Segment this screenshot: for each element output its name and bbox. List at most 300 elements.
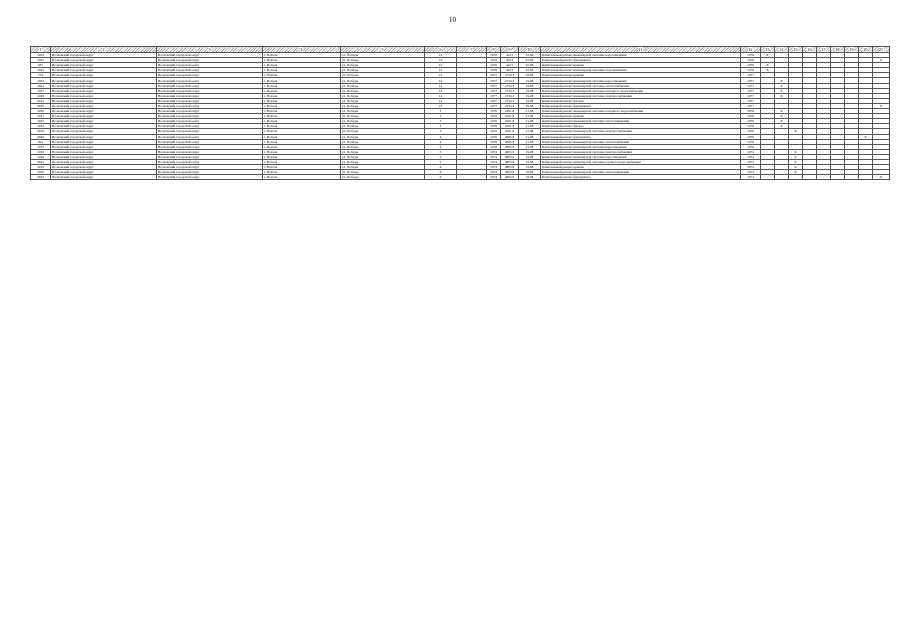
table-cell: Волховский городской округ: [51, 144, 157, 149]
table-cell: г. Волхов: [263, 93, 341, 98]
table-cell: Волховский городской округ: [157, 119, 263, 124]
table-cell: Волховский городской округ: [51, 134, 157, 139]
table-cell: 1974: [741, 154, 761, 159]
table-cell: Волховский городской округ: [51, 129, 157, 134]
table-cell: 2043: [31, 175, 51, 180]
table-cell: 1976: [741, 139, 761, 144]
table-cell: г. Волхов: [263, 159, 341, 164]
table-cell: Волховский городской округ: [157, 63, 263, 68]
table-cell: 4413: [501, 58, 519, 63]
table-cell: [803, 175, 817, 180]
table-cell: 19.08: [519, 93, 541, 98]
table-cell: Волховский городской округ: [51, 78, 157, 83]
table-cell: 6: [425, 170, 457, 175]
table-cell: 1025: [31, 58, 51, 63]
table-cell: 2734.3: [501, 103, 519, 108]
column-header-label: 6: [439, 47, 442, 52]
column-header-label: 21: [879, 47, 883, 52]
table-cell: 2013: [31, 98, 51, 103]
table-cell: Волховский городской округ: [157, 83, 263, 88]
column-header-label: 4: [300, 47, 303, 52]
table-cell: 1977: [741, 93, 761, 98]
table-cell: 1976: [487, 144, 501, 149]
table-cell: [775, 175, 789, 180]
table-cell: ул. Победы: [341, 109, 425, 114]
table-cell: Капитальный ремонт инженерной системы холодного водоснабжения: [541, 109, 741, 114]
table-cell: 2734.3: [501, 78, 519, 83]
table-cell: Волховский городской округ: [51, 170, 157, 175]
table-cell: Волховский городской округ: [157, 88, 263, 93]
table-cell: 19.08: [519, 83, 541, 88]
table-cell: X: [859, 134, 873, 139]
table-cell: Волховский городской округ: [157, 175, 263, 180]
table-cell: [789, 175, 803, 180]
table-cell: [859, 175, 873, 180]
table-cell: 1974: [741, 149, 761, 154]
table-cell: 1030: [31, 109, 51, 114]
table-cell: 21.08: [519, 134, 541, 139]
table-cell: г. Волхов: [263, 68, 341, 73]
table-cell: Волховский городской округ: [157, 109, 263, 114]
table-cell: 1977: [741, 88, 761, 93]
table-cell: ул. Победы: [341, 144, 425, 149]
table-cell: 1974: [487, 154, 501, 159]
table-cell: 1976: [741, 129, 761, 134]
table-cell: [761, 175, 775, 180]
table-cell: Капитальный ремонт фундамента: [541, 134, 741, 139]
table-cell: [457, 175, 487, 180]
table-cell: 21.08: [519, 139, 541, 144]
table-cell: 1977: [487, 78, 501, 83]
table-cell: Волховский городской округ: [51, 154, 157, 159]
table-cell: 1038: [31, 154, 51, 159]
table-cell: 19.08: [519, 88, 541, 93]
table-cell: Волховский городской округ: [157, 68, 263, 73]
table-cell: 1976: [487, 129, 501, 134]
table-cell: Волховский городской округ: [51, 175, 157, 180]
table-cell: 21.08: [519, 129, 541, 134]
table-cell: 5: [425, 154, 457, 159]
table-cell: Капитальный ремонт фасада: [541, 124, 741, 129]
table-body: [31, 53, 890, 180]
table-cell: 1976: [741, 63, 761, 68]
table-cell: 1974: [487, 175, 501, 180]
table-cell: 3: [425, 124, 457, 129]
table-cell: 4: [425, 139, 457, 144]
table-cell: г. Волхов: [263, 98, 341, 103]
table-cell: г. Волхов: [263, 154, 341, 159]
table-cell: г. Волхов: [263, 139, 341, 144]
table-cell: 1976: [487, 63, 501, 68]
table-cell: X: [775, 114, 789, 119]
table-cell: X: [789, 129, 803, 134]
table-cell: Капитальный ремонт инженерной системы теплоснабжения: [541, 170, 741, 175]
table-cell: Волховский городской округ: [157, 78, 263, 83]
table-cell: X: [775, 88, 789, 93]
table-cell: 1976: [741, 114, 761, 119]
table-cell: 754: [31, 73, 51, 78]
table-cell: 1976: [487, 53, 501, 58]
table-cell: Капитальный ремонт фасада: [541, 98, 741, 103]
table-cell: Волховский городской округ: [157, 98, 263, 103]
table-cell: г. Волхов: [263, 78, 341, 83]
table-cell: 4: [425, 144, 457, 149]
table-cell: ул. Победы: [341, 58, 425, 63]
table-cell: Волховский городской округ: [157, 170, 263, 175]
table-cell: 1976: [487, 119, 501, 124]
table-cell: Волховский городской округ: [51, 98, 157, 103]
table-cell: г. Волхов: [263, 83, 341, 88]
table-cell: 4413: [501, 53, 519, 58]
column-header-label: 2: [102, 47, 105, 52]
table-cell: X: [789, 170, 803, 175]
table-cell: ул. Победы: [341, 88, 425, 93]
table-cell: X: [761, 63, 775, 68]
column-header-label: 15: [793, 47, 798, 52]
table-cell: 2895.8: [501, 144, 519, 149]
table-cell: 19.08: [519, 165, 541, 170]
table-cell: 3: [425, 119, 457, 124]
table-cell: Волховский городской округ: [51, 58, 157, 63]
table-cell: 14: [425, 78, 457, 83]
table-cell: 1974: [487, 170, 501, 175]
table-cell: г. Волхов: [263, 58, 341, 63]
table-cell: X: [775, 93, 789, 98]
table-cell: 6: [425, 165, 457, 170]
table-cell: 21.08: [519, 109, 541, 114]
table-cell: г. Волхов: [263, 63, 341, 68]
table-cell: 2201.8: [501, 109, 519, 114]
table-cell: Капитальный ремонт крыши: [541, 165, 741, 170]
table-cell: Волховский городской округ: [51, 93, 157, 98]
table-cell: 4803.9: [501, 175, 519, 180]
table-cell: 1974: [487, 165, 501, 170]
table-cell: 12: [425, 68, 457, 73]
table-cell: 14: [425, 88, 457, 93]
table-cell: 21.08: [519, 119, 541, 124]
table-cell: г. Волхов: [263, 114, 341, 119]
column-header-label: 20: [863, 47, 868, 52]
table-cell: ул. Победы: [341, 139, 425, 144]
table-cell: Волховский городской округ: [157, 134, 263, 139]
column-header-label: 12: [748, 47, 753, 52]
table-cell: г. Волхов: [263, 129, 341, 134]
table-cell: X: [775, 109, 789, 114]
table-cell: 1977: [741, 103, 761, 108]
table-cell: г. Волхов: [263, 109, 341, 114]
table-cell: ул. Победы: [341, 68, 425, 73]
table-cell: 1977: [741, 98, 761, 103]
table-cell: 1976: [741, 144, 761, 149]
table-cell: Волховский городской округ: [51, 103, 157, 108]
table-cell: X: [873, 103, 890, 108]
table-cell: [831, 175, 845, 180]
table-cell: 19.08: [519, 154, 541, 159]
column-header-label: 10: [527, 47, 532, 52]
table-cell: 1976: [487, 134, 501, 139]
table-cell: 1976: [487, 114, 501, 119]
table-cell: Капитальный ремонт фундамента: [541, 58, 741, 63]
table-cell: Капитальный ремонт инженерной системы водоотведения: [541, 78, 741, 83]
table-cell: ул. Победы: [341, 114, 425, 119]
table-cell: X: [873, 58, 890, 63]
table-cell: Волховский городской округ: [157, 165, 263, 170]
table-cell: 4803.9: [501, 170, 519, 175]
table-cell: 1976: [741, 68, 761, 73]
table-cell: Волховский городской округ: [157, 53, 263, 58]
column-header-label: 9: [508, 47, 511, 52]
table-cell: ул. Победы: [341, 119, 425, 124]
table-cell: ул. Победы: [341, 149, 425, 154]
table-cell: Капитальный ремонт инженерной системы электроснабжения: [541, 129, 741, 134]
table-cell: 14: [425, 83, 457, 88]
column-header-label: 14: [779, 47, 784, 52]
table-cell: 1032: [31, 119, 51, 124]
table-cell: X: [789, 154, 803, 159]
table-cell: Волховский городской округ: [51, 109, 157, 114]
table-cell: Волховский городской округ: [51, 68, 157, 73]
table-cell: 1976: [741, 134, 761, 139]
column-header-label: 19: [849, 47, 854, 52]
table-cell: Капитальный ремонт инженерной системы теплоснабжения: [541, 139, 741, 144]
table-cell: 1027: [31, 88, 51, 93]
table-cell: 25.06: [519, 53, 541, 58]
table-cell: Волховский городской округ: [51, 88, 157, 93]
column-header-label: 3: [208, 47, 211, 52]
table-cell: 1031: [31, 114, 51, 119]
table-cell: X: [789, 159, 803, 164]
table-cell: 2895.8: [501, 134, 519, 139]
table-cell: X: [789, 149, 803, 154]
table-cell: 637: [31, 63, 51, 68]
table-cell: Волховский городской округ: [51, 83, 157, 88]
table-cell: 19.08: [519, 78, 541, 83]
table-cell: 1977: [487, 88, 501, 93]
table-cell: Капитальный ремонт инженерной системы теплоснабжения: [541, 83, 741, 88]
table-cell: 2734.3: [501, 73, 519, 78]
table-cell: г. Волхов: [263, 170, 341, 175]
table-cell: Волховский городской округ: [157, 144, 263, 149]
table-cell: ул. Победы: [341, 129, 425, 134]
table-cell: ул. Победы: [341, 78, 425, 83]
table-cell: 2019: [31, 129, 51, 134]
table-cell: 19.08: [519, 103, 541, 108]
table-cell: г. Волхов: [263, 73, 341, 78]
table-cell: Волховский городской округ: [51, 119, 157, 124]
table-cell: 2201.8: [501, 129, 519, 134]
register-table-wrapper: [30, 46, 885, 180]
table-cell: 14: [425, 93, 457, 98]
table-cell: 1976: [487, 68, 501, 73]
table-cell: 1977: [741, 78, 761, 83]
table-cell: ул. Победы: [341, 98, 425, 103]
table-cell: 25.06: [519, 68, 541, 73]
table-cell: 19.08: [519, 73, 541, 78]
table-cell: г. Волхов: [263, 53, 341, 58]
table-cell: Волховский городской округ: [51, 114, 157, 119]
table-cell: Волховский городской округ: [157, 129, 263, 134]
table-cell: ул. Победы: [341, 154, 425, 159]
table-cell: Капитальный ремонт фундамента: [541, 175, 741, 180]
table-cell: 1604: [31, 83, 51, 88]
table-cell: Капитальный ремонт инженерной системы горячего водоснабжения: [541, 159, 741, 164]
table-cell: 1976: [487, 124, 501, 129]
table-cell: 25.06: [519, 63, 541, 68]
table-cell: 1974: [487, 149, 501, 154]
table-cell: 2734.3: [501, 83, 519, 88]
table-cell: Волховский городской округ: [157, 124, 263, 129]
table-cell: X: [789, 165, 803, 170]
table-cell: 1976: [741, 124, 761, 129]
table-cell: Волховский городской округ: [157, 93, 263, 98]
table-cell: Волховский городской округ: [51, 73, 157, 78]
column-header-label: 1: [39, 47, 42, 52]
table-cell: Капитальный ремонт инженерной системы электроснабжения: [541, 149, 741, 154]
table-cell: г. Волхов: [263, 119, 341, 124]
table-cell: Капитальный ремонт инженерной системы водоотведения: [541, 53, 741, 58]
table-cell: 4803.9: [501, 154, 519, 159]
table-cell: 1974: [487, 159, 501, 164]
table-cell: Волховский городской округ: [51, 139, 157, 144]
table-cell: ул. Победы: [341, 159, 425, 164]
table-cell: ул. Победы: [341, 83, 425, 88]
table-cell: Капитальный ремонт инженерной системы водоотведения: [541, 144, 741, 149]
table-cell: 1039: [31, 165, 51, 170]
table-cell: г. Волхов: [263, 149, 341, 154]
table-cell: Волховский городской округ: [157, 58, 263, 63]
table-cell: г. Волхов: [263, 88, 341, 93]
column-header-label: 7: [470, 47, 473, 52]
table-cell: Капитальный ремонт инженерной системы водоотведения: [541, 154, 741, 159]
table-cell: 19.08: [519, 159, 541, 164]
column-header-label: 5: [381, 47, 384, 52]
table-cell: Капитальный ремонт инженерной системы теплоснабжения: [541, 119, 741, 124]
table-cell: 2039: [31, 103, 51, 108]
page-number: 10: [449, 16, 456, 24]
table-cell: ул. Победы: [341, 103, 425, 108]
table-cell: 3: [425, 114, 457, 119]
register-table: [30, 46, 890, 180]
column-header-label: 16: [807, 47, 812, 52]
table-cell: г. Волхов: [263, 134, 341, 139]
table-cell: 19.08: [519, 175, 541, 180]
column-header-label: 17: [821, 47, 826, 52]
table-cell: ул. Победы: [341, 170, 425, 175]
table-cell: 1036: [31, 149, 51, 154]
table-cell: 19.08: [519, 170, 541, 175]
table-cell: 3: [425, 129, 457, 134]
table-cell: 21.08: [519, 124, 541, 129]
table-cell: 1977: [487, 98, 501, 103]
table-cell: 1022: [31, 68, 51, 73]
table-cell: 14: [425, 98, 457, 103]
table-cell: X: [775, 78, 789, 83]
table-cell: 1976: [487, 109, 501, 114]
table-cell: X: [775, 83, 789, 88]
table-cell: 1035: [31, 144, 51, 149]
table-cell: 12: [425, 58, 457, 63]
table-cell: 2734.3: [501, 88, 519, 93]
table-cell: 4803.9: [501, 159, 519, 164]
table-cell: 4803.9: [501, 149, 519, 154]
table-cell: 1976: [741, 58, 761, 63]
table-cell: X: [761, 68, 775, 73]
table-cell: [817, 175, 831, 180]
table-cell: 1974: [741, 165, 761, 170]
table-cell: г. Волхов: [263, 175, 341, 180]
table-cell: 6: [425, 175, 457, 180]
table-cell: 1976: [741, 119, 761, 124]
table-cell: ул. Победы: [341, 134, 425, 139]
table-cell: ул. Победы: [341, 165, 425, 170]
table-cell: Волховский городской округ: [51, 165, 157, 170]
table-cell: Капитальный ремонт крыши: [541, 63, 741, 68]
table-cell: 1976: [741, 53, 761, 58]
table-cell: г. Волхов: [263, 103, 341, 108]
table-cell: Капитальный ремонт инженерной системы газоснабжения: [541, 68, 741, 73]
table-cell: ул. Победы: [341, 53, 425, 58]
table-cell: Волховский городской округ: [157, 149, 263, 154]
table-cell: Волховский городской округ: [157, 114, 263, 119]
table-cell: Волховский городской округ: [157, 139, 263, 144]
table-cell: 5: [425, 149, 457, 154]
table-cell: 1977: [741, 83, 761, 88]
table-cell: 4: [425, 134, 457, 139]
table-cell: 1024: [31, 53, 51, 58]
table-cell: 1977: [487, 83, 501, 88]
table-cell: 12: [425, 53, 457, 58]
table-cell: 2046: [31, 134, 51, 139]
table-cell: 14: [425, 73, 457, 78]
table-cell: Капитальный ремонт инженерной системы электроснабжения: [541, 93, 741, 98]
column-header-label: 8: [492, 47, 495, 52]
table-cell: г. Волхов: [263, 124, 341, 129]
table-cell: 4413: [501, 63, 519, 68]
table-cell: г. Волхов: [263, 165, 341, 170]
table-cell: 1976: [741, 109, 761, 114]
table-cell: 4413: [501, 68, 519, 73]
table-cell: Волховский городской округ: [51, 149, 157, 154]
table-cell: 1977: [487, 93, 501, 98]
table-cell: Волховский городской округ: [157, 103, 263, 108]
table-cell: 1028: [31, 93, 51, 98]
table-cell: 25.06: [519, 58, 541, 63]
table-cell: 3: [425, 109, 457, 114]
column-header-label: 18: [835, 47, 840, 52]
table-cell: Капитальный ремонт крыши: [541, 73, 741, 78]
table-cell: 4803.9: [501, 165, 519, 170]
table-cell: 1977: [487, 73, 501, 78]
table-cell: ул. Победы: [341, 175, 425, 180]
table-cell: 19.08: [519, 98, 541, 103]
table-cell: Волховский городской округ: [51, 53, 157, 58]
table-cell: X: [775, 124, 789, 129]
table-cell: 852: [31, 139, 51, 144]
table-cell: 1023: [31, 78, 51, 83]
table-cell: Капитальный ремонт инженерной системы холодного водоснабжения: [541, 88, 741, 93]
table-cell: Волховский городской округ: [51, 159, 157, 164]
table-cell: [845, 175, 859, 180]
table-cell: Волховский городской округ: [51, 63, 157, 68]
table-cell: ул. Победы: [341, 63, 425, 68]
table-cell: Волховский городской округ: [51, 124, 157, 129]
table-cell: Капитальный ремонт крыши: [541, 114, 741, 119]
table-cell: 1976: [487, 58, 501, 63]
table-cell: 2734.3: [501, 98, 519, 103]
table-cell: Капитальный ремонт фундамента: [541, 103, 741, 108]
table-cell: X: [761, 53, 775, 58]
table-cell: 5: [425, 159, 457, 164]
